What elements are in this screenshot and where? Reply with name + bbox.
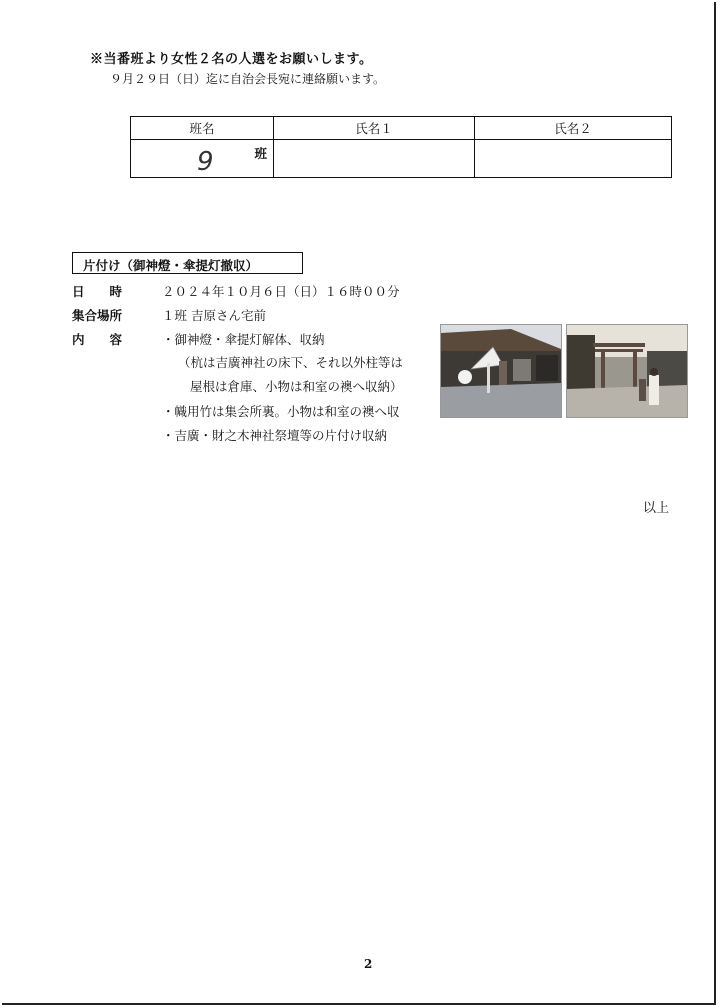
datetime-label: 日 時 — [72, 284, 123, 299]
group-table — [130, 116, 672, 178]
notice-subtitle: ９月２９日（日）迄に自治会長宛に連絡願います。 — [110, 72, 386, 86]
group-suffix: 班 — [254, 146, 267, 161]
group-cell[interactable] — [131, 140, 274, 178]
content-item-2 — [178, 353, 440, 371]
table-row — [131, 140, 672, 178]
place-label: 集合場所 — [72, 308, 123, 323]
cleanup-title: 片付け（御神燈・傘提灯撤収） — [72, 252, 303, 274]
content-item-4 — [162, 402, 439, 420]
table-header-row — [131, 117, 672, 140]
name2-cell[interactable] — [475, 140, 672, 178]
photo-lantern-dismantling-image — [441, 325, 561, 417]
content-item-2-text: （杭は吉廣神社の床下、それ以外柱等は — [178, 355, 404, 370]
content-item-3: 屋根は倉庫、小物は和室の襖へ収納） — [190, 379, 403, 394]
content-label: 内 容 — [72, 332, 123, 347]
name1-cell[interactable] — [274, 140, 475, 178]
content-item-4-text: ・幟用竹は集会所裏。小物は和室の襖へ収 — [162, 404, 400, 419]
content-item-1: ・御神燈・傘提灯解体、収納 — [162, 332, 325, 347]
page-number: 2 — [364, 957, 373, 971]
header-name2: 氏名２ — [475, 117, 672, 140]
datetime-value: ２０２４年１０月６日（日）１６時００分 — [162, 284, 400, 299]
closing-remark: 以上 — [643, 501, 670, 516]
header-group-name: 班名 — [131, 117, 274, 140]
photo-torii-cleanup — [566, 324, 688, 418]
notice-title: ※当番班より女性２名の人選をお願いします。 — [90, 52, 373, 67]
header-name1: 氏名１ — [274, 117, 475, 140]
place-value: １班 吉原さん宅前 — [162, 308, 266, 323]
content-item-5: ・吉廣・財之木神社祭壇等の片付け収納 — [162, 428, 388, 443]
photo-lantern-dismantling — [440, 324, 562, 418]
group-number: 9 — [197, 147, 214, 177]
photo-torii-cleanup-image — [567, 325, 687, 417]
